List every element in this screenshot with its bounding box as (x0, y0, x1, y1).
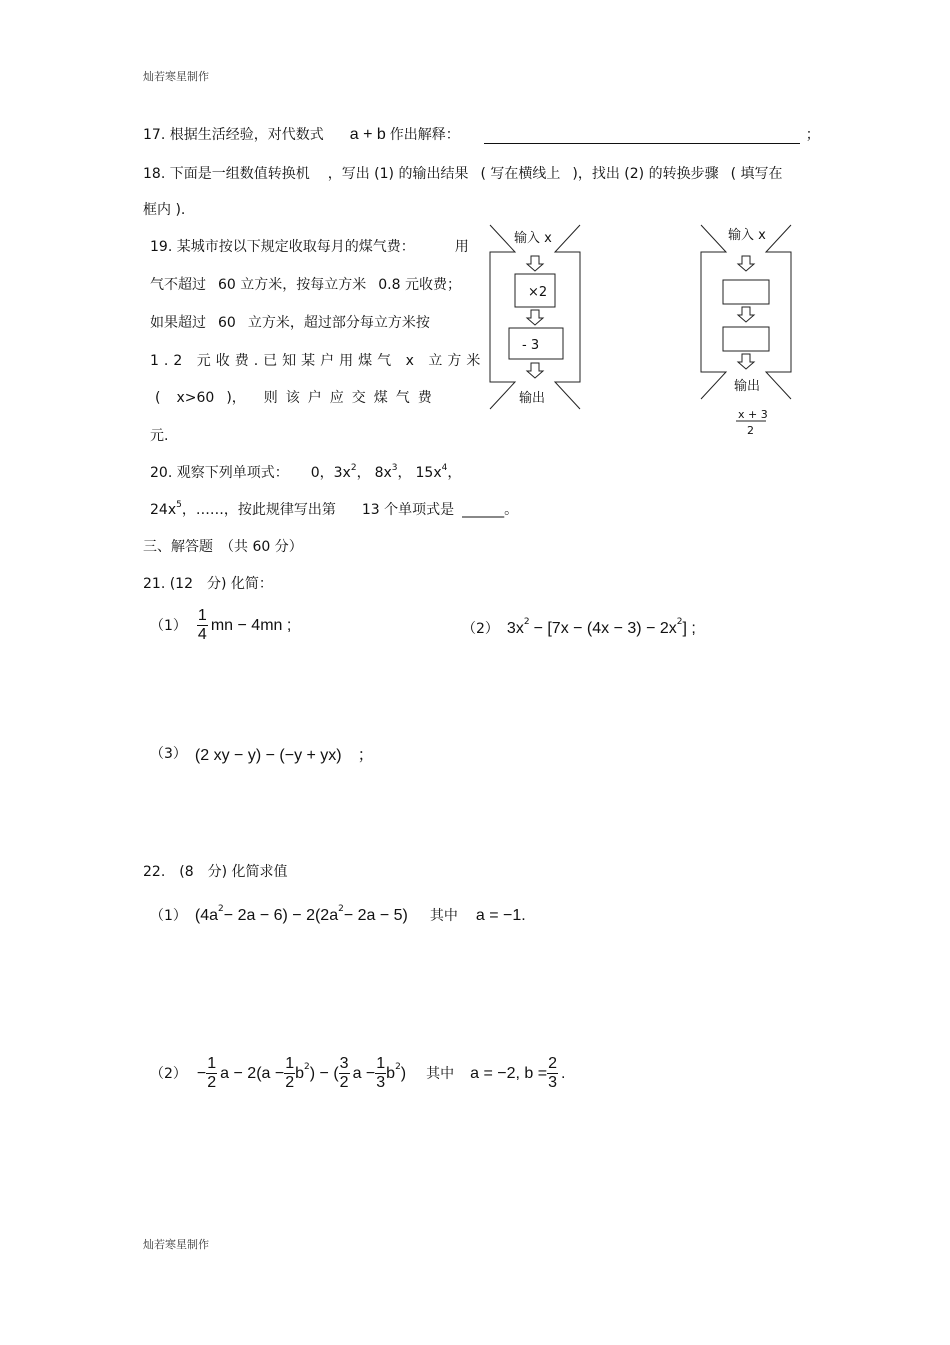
q21-title: 21. (12 分) 化简： (143, 576, 273, 592)
q22-p1-label: （1） (150, 908, 187, 924)
q20-term: 8x (374, 465, 392, 481)
q19-line4: 1.2 元收费.已知某户用煤气 x 立方米 (150, 353, 486, 369)
q20-term: 15x (415, 465, 442, 481)
machine1-input-label: 输入 x (514, 231, 552, 246)
q22-p1-where: 其中 (429, 908, 458, 924)
q19-text: x>60 (176, 390, 215, 406)
q17-text-b: 作出解释： (389, 127, 460, 143)
machine2-result-denominator: 2 (747, 424, 754, 437)
q21-part1 (150, 607, 291, 644)
q22-p1-expression: − 2a − 5) (343, 907, 408, 924)
q19-text: 则该户应交煤气费 (263, 390, 440, 406)
machine1-output-label: 输出 (519, 391, 546, 406)
page-footer: 灿若寒星制作 (143, 1238, 209, 1251)
q22-p2-label: （2） (150, 1065, 187, 1082)
q22-title: 22. (8 分) 化简求值 (143, 864, 288, 880)
q20-line2 (150, 501, 518, 521)
q21-p2-expression: ] ; (682, 620, 696, 637)
fraction-denominator: 3 (376, 1074, 386, 1091)
question-18-line2: 框内 ). (143, 202, 186, 218)
fraction-numerator: 1 (197, 607, 207, 624)
q22-p2-fraction (375, 1055, 386, 1092)
q18-text-d: )，找出 (2) 的转换步骤 (572, 166, 719, 182)
q19-text: )， (226, 390, 246, 406)
machine1-step2: - 3 (522, 338, 540, 353)
q20-sep: ， (397, 465, 412, 481)
section-3-title: 三、解答题 （共 60 分） (143, 539, 303, 555)
q22-p2-where: 其中 (426, 1065, 455, 1082)
q19-line1 (150, 238, 469, 256)
q22-p1-expression: − 2a − 6) − 2(2a (223, 907, 339, 924)
q21-p2-exponent: 2 (676, 617, 683, 627)
q22-p2-expression: a − (352, 1064, 376, 1082)
fraction-numerator: 1 (376, 1055, 386, 1072)
q19-line2 (150, 276, 461, 294)
q22-p2-fraction (284, 1055, 295, 1092)
q21-p1-label: （1） (150, 617, 187, 634)
q20-term: 3x (333, 465, 351, 481)
q19-text: ( (155, 390, 161, 406)
q20-sep: ， (447, 465, 462, 481)
q19-line6: 元. (150, 428, 169, 444)
fraction-numerator: 3 (339, 1055, 349, 1072)
q22-p1-condition: a = −1. (475, 907, 526, 924)
q20-text: 20. 观察下列单项式： (150, 465, 289, 481)
q20-line1 (150, 464, 461, 484)
fraction-denominator: 2 (339, 1074, 349, 1091)
fraction-denominator: 2 (285, 1074, 295, 1091)
q18-text-b: ，写出 (1) 的输出结果 (327, 166, 469, 182)
fraction-denominator: 2 (207, 1074, 217, 1091)
q21-p3-expression: (2 xy − y) − (−y + yx) ； (194, 747, 374, 764)
question-18-line1 (143, 165, 783, 183)
q22-p2-condition: a = −2, b = (470, 1064, 548, 1082)
q21-p1-expression: mn − 4mn ; (210, 616, 292, 634)
q22-p2-expression: a − 2(a − (220, 1064, 285, 1082)
machine1-step1: ×2 (528, 285, 548, 300)
q19-text: 0.8 元收费； (378, 277, 461, 293)
q22-p1-exponent: 2 (218, 904, 224, 914)
q17-answer-blank[interactable] (484, 127, 800, 144)
q19-text: 气不超过 (150, 277, 206, 293)
q21-p2-expression: − [7x − (4x − 3) − 2x (533, 620, 677, 637)
question-17 (143, 126, 820, 144)
q20-exponent: 3 (391, 463, 398, 473)
q19-line5 (155, 389, 440, 407)
q22-p2-fraction (339, 1055, 350, 1092)
q19-text: 立方米，超过部分每立方米按 (247, 315, 430, 331)
q17-end: ； (805, 127, 820, 143)
fraction-denominator: 3 (548, 1074, 557, 1091)
q19-text: 19. 某城市按以下规定收取每月的煤气费： (150, 239, 415, 255)
q22-p1-exponent: 2 (338, 904, 344, 914)
conversion-machine-1 (485, 222, 585, 412)
q22-p2-expression: ) (400, 1064, 407, 1082)
q22-p2-end: . (560, 1064, 566, 1082)
q22-p2-fraction (547, 1055, 558, 1092)
q22-p2-fraction (206, 1055, 217, 1092)
q18-text-e: ( 填写在 (730, 166, 783, 182)
machine2-result-numerator: x + 3 (738, 408, 768, 421)
q21-p2-expression: 3x (506, 620, 524, 637)
q22-part1 (150, 904, 526, 925)
q20-exponent: 2 (350, 463, 357, 473)
q22-p2-expression: − (196, 1064, 207, 1082)
q20-term: 24x (150, 502, 177, 518)
q22-p2-exponent: 2 (304, 1061, 310, 1072)
fraction-numerator: 2 (548, 1055, 557, 1072)
q20-answer-blank[interactable]: ______。 (462, 502, 519, 518)
q22-part2 (150, 1055, 565, 1092)
q19-line3 (150, 314, 430, 332)
conversion-machine-2 (696, 222, 796, 442)
machine2-input-label: 输入 x (728, 228, 766, 243)
q19-text: 60 立方米，按每立方米 (218, 277, 367, 293)
q22-p2-expression: b (386, 1064, 396, 1082)
q19-text: 用 (454, 239, 469, 255)
machine2-output-label: 输出 (734, 379, 761, 394)
q21-p2-label: （2） (462, 621, 499, 637)
q18-text-c: ( 写在横线上 (480, 166, 561, 182)
q21-p2-exponent: 2 (523, 617, 530, 627)
q17-expression: a + b (349, 126, 386, 143)
q17-text: 17. 根据生活经验，对代数式 (143, 127, 324, 143)
q20-text: 13 个单项式是 (361, 502, 455, 518)
q21-part3 (150, 742, 374, 765)
machine2-step2-box[interactable] (723, 327, 769, 351)
q22-p2-expression: ) − ( (309, 1064, 339, 1082)
q22-p2-exponent: 2 (395, 1061, 401, 1072)
q19-text: 60 (218, 315, 236, 331)
q20-sep: ， (356, 465, 371, 481)
fraction-denominator: 4 (197, 626, 207, 643)
page-header: 灿若寒星制作 (143, 70, 209, 83)
q21-part2 (462, 617, 696, 638)
q21-p3-label: （3） (150, 745, 187, 762)
fraction-numerator: 1 (207, 1055, 217, 1072)
q20-exponent: 4 (441, 463, 448, 473)
q20-text: ，……，按此规律写出第 (181, 502, 336, 518)
q18-text-a: 18. 下面是一组数值转换机 (143, 166, 310, 182)
fraction-numerator: 1 (285, 1055, 295, 1072)
q22-p2-expression: b (295, 1064, 305, 1082)
q19-text: 如果超过 (150, 315, 206, 331)
q20-term: 0， (310, 465, 334, 481)
machine2-step1-box[interactable] (723, 280, 769, 304)
q21-p1-fraction (197, 607, 208, 644)
q20-exponent: 5 (176, 500, 182, 510)
q22-p1-expression: (4a (194, 907, 219, 924)
